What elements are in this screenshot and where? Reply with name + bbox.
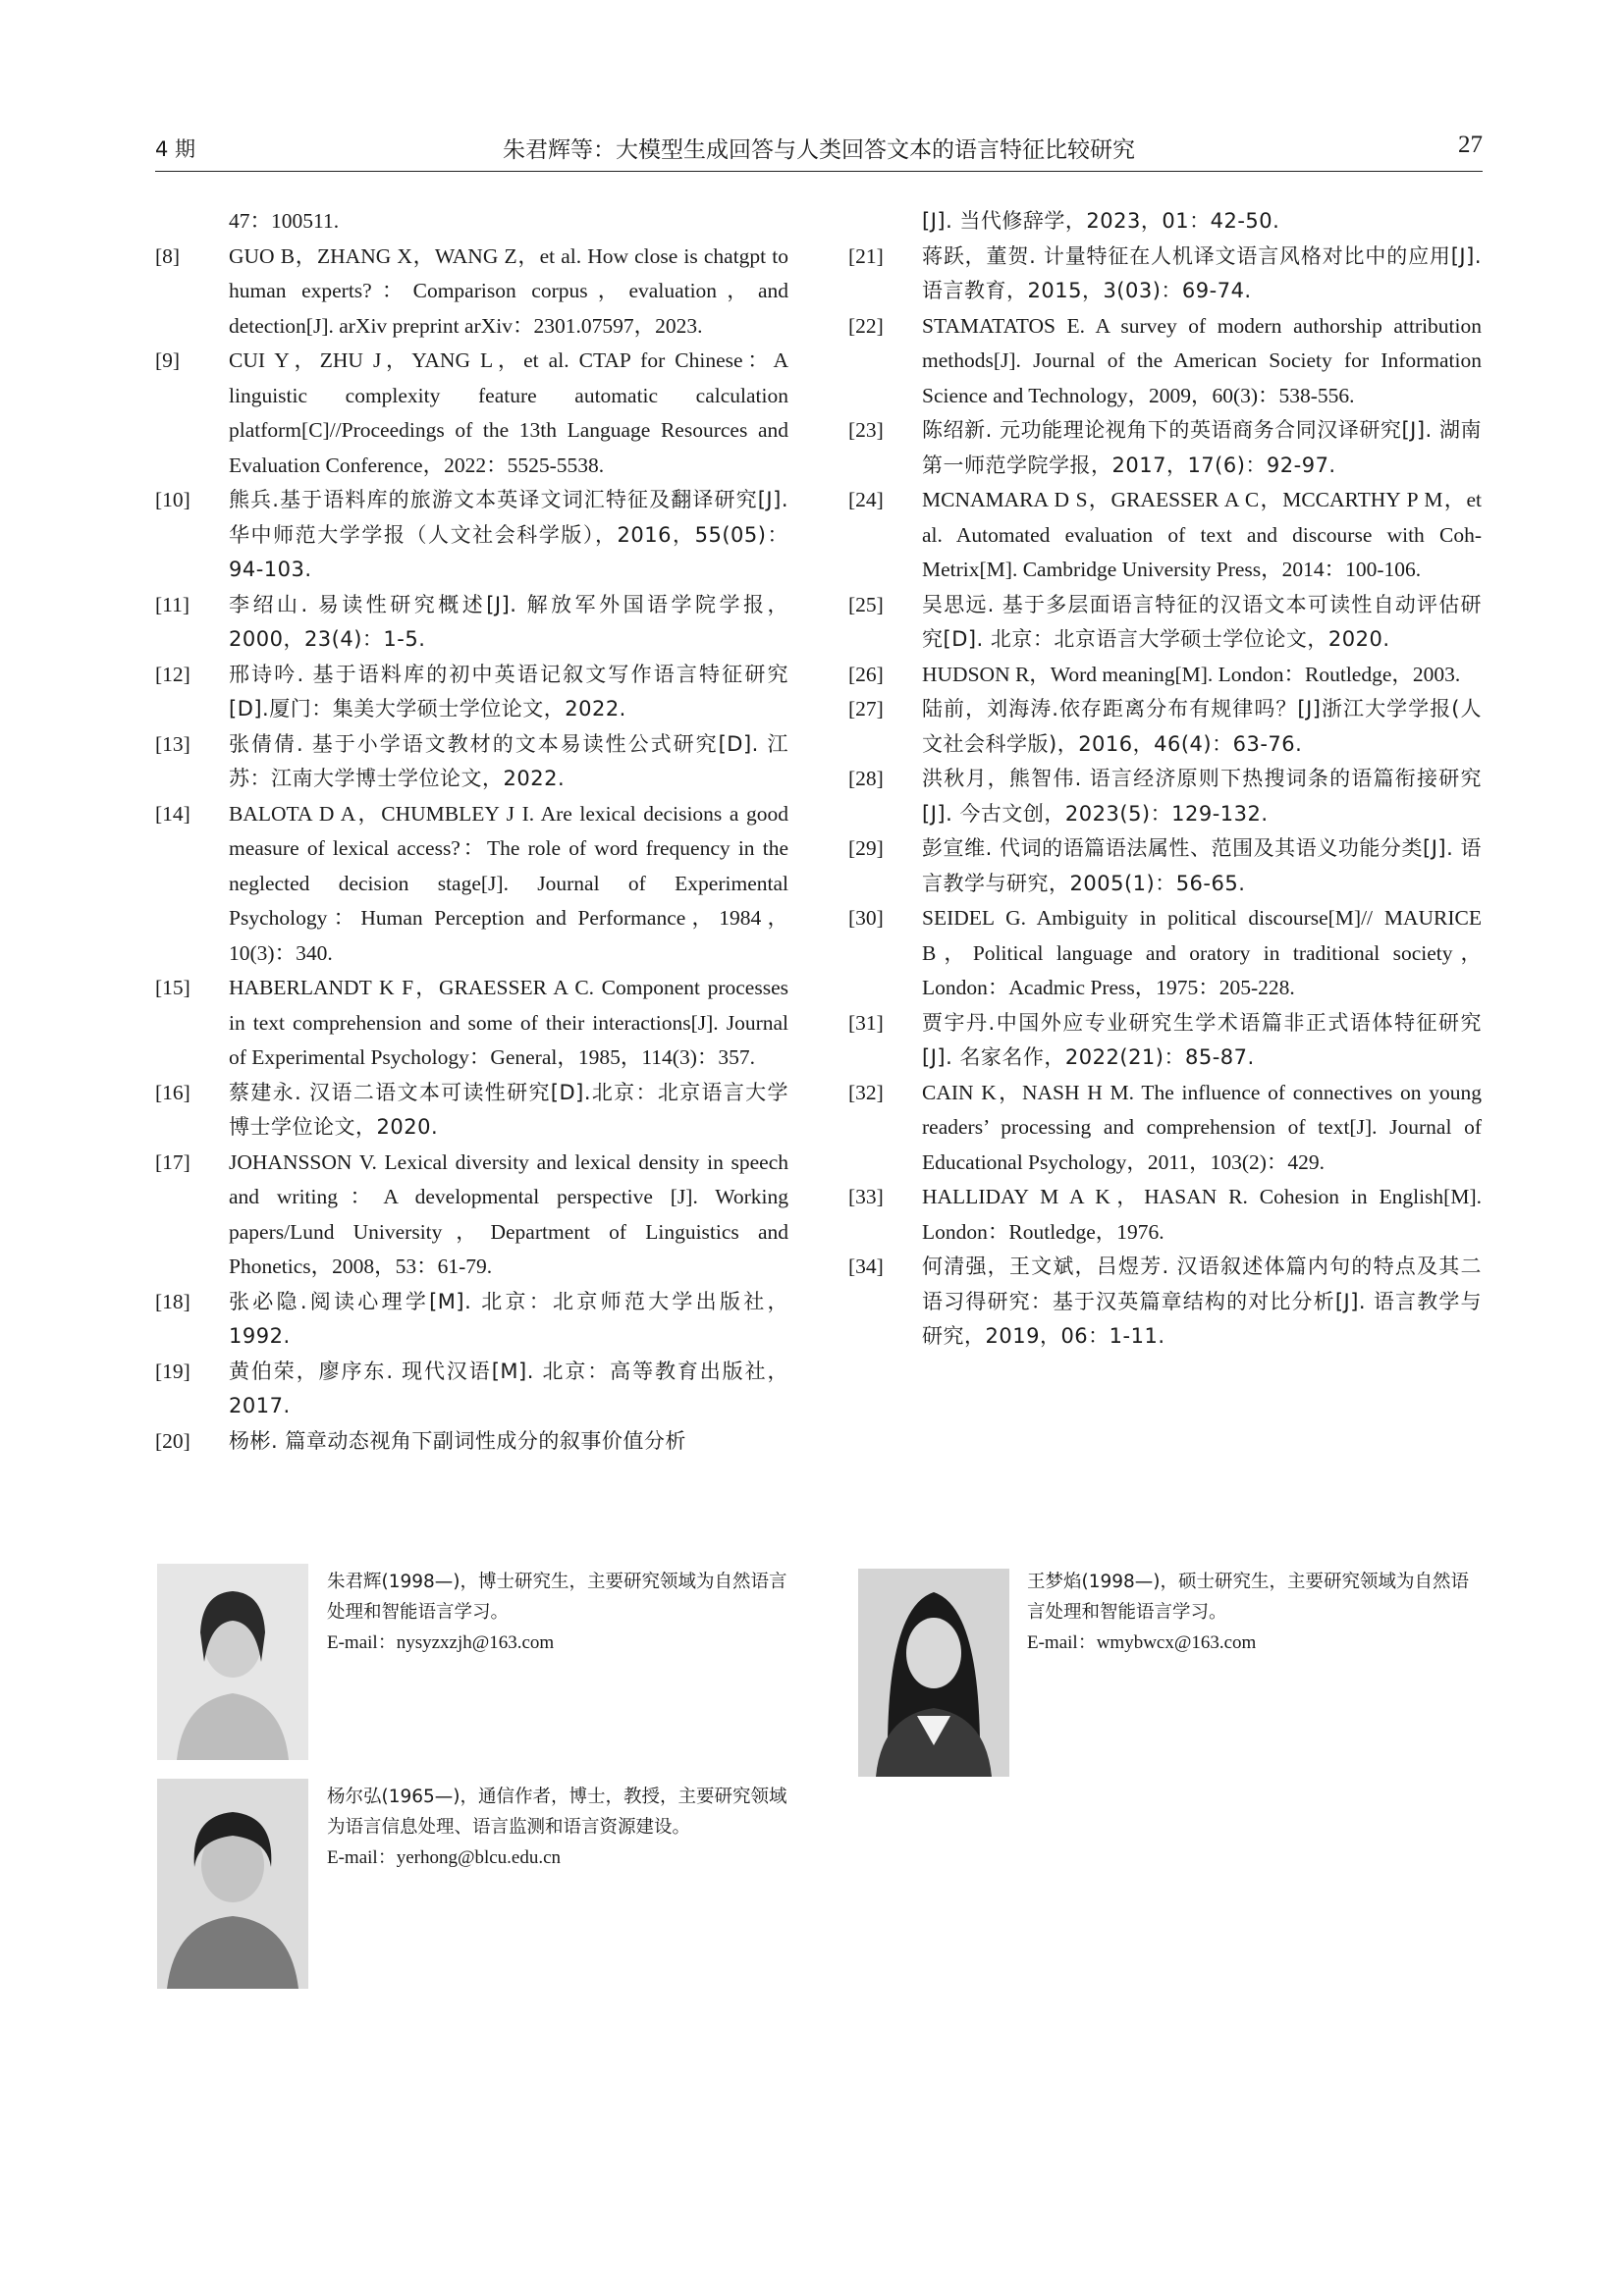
- reference-number: [10]: [155, 488, 190, 511]
- bio-description: 朱君辉(1998—)，博士研究生，主要研究领域为自然语言处理和智能语言学习。: [327, 1572, 787, 1623]
- reference-text: MCNAMARA D S，GRAESSER A C，MCCARTHY P M，et al. Automated evaluation of text and discourse with Coh-Metrix[M]. Cambridge University Press，2014：100-106.: [922, 488, 1482, 581]
- author-bio-text-zhu: [327, 1567, 788, 1658]
- references-right-column: [848, 204, 1482, 1355]
- reference-item: [848, 901, 1482, 1006]
- reference-item: [848, 762, 1482, 831]
- reference-number: [28]: [848, 767, 884, 790]
- reference-number: [32]: [848, 1080, 884, 1104]
- author-bio-text-yang: [327, 1782, 788, 1873]
- reference-item: [848, 1006, 1482, 1076]
- reference-item: [155, 240, 788, 345]
- reference-number: [29]: [848, 836, 884, 860]
- reference-item: [155, 483, 788, 588]
- reference-item: [848, 483, 1482, 588]
- reference-text: JOHANSSON V. Lexical diversity and lexical density in speech and writing：A developmental perspective [J]. Working papers/Lund University，Department of Linguistics and Phonetics，2008，53：61-79.: [229, 1149, 788, 1278]
- reference-text: 黄伯荣，廖序东. 现代汉语[M]. 北京：高等教育出版社，2017.: [229, 1359, 788, 1417]
- issue-number: 4 期: [155, 137, 196, 161]
- reference-number: [27]: [848, 697, 884, 721]
- reference-number: [34]: [848, 1255, 884, 1278]
- reference-item: [848, 309, 1482, 414]
- reference-text: 陈绍新. 元功能理论视角下的英语商务合同汉译研究[J]. 湖南第一师范学院学报，2017，17(6)：92-97.: [922, 418, 1482, 477]
- bio-email: E-mail：yerhong@blcu.edu.cn: [327, 1847, 562, 1868]
- reference-number: [21]: [848, 243, 884, 268]
- reference-text: [J]. 当代修辞学，2023，01：42-50.: [922, 209, 1280, 233]
- reference-number: [18]: [155, 1289, 190, 1313]
- reference-text: 李绍山. 易读性研究概述[J]. 解放军外国语学院学报，2000，23(4)：1-5.: [229, 592, 788, 651]
- reference-item: [848, 1076, 1482, 1181]
- references-left-column: [155, 204, 788, 1459]
- reference-text: 蔡建永. 汉语二语文本可读性研究[D].北京：北京语言大学博士学位论文，2020.: [229, 1080, 788, 1139]
- reference-number: [30]: [848, 906, 884, 930]
- reference-text: HUDSON R，Word meaning[M]. London：Routledge，2003.: [922, 662, 1461, 686]
- reference-text: 张必隐.阅读心理学[M]. 北京：北京师范大学出版社，1992.: [229, 1289, 788, 1348]
- reference-item: [848, 658, 1482, 693]
- reference-text: 洪秋月，熊智伟. 语言经济原则下热搜词条的语篇衔接研究[J]. 今古文创，2023(5)：129-132.: [922, 767, 1482, 826]
- reference-item: [848, 413, 1482, 483]
- reference-item: [155, 1285, 788, 1355]
- author-photo-zhu: [157, 1564, 308, 1760]
- reference-text: 吴思远. 基于多层面语言特征的汉语文本可读性自动评估研究[D]. 北京：北京语言大学硕士学位论文，2020.: [922, 592, 1482, 651]
- reference-item: [848, 692, 1482, 762]
- running-header: [155, 128, 1483, 172]
- bio-email: E-mail：nysyzxzjh@163.com: [327, 1632, 555, 1653]
- reference-number: [24]: [848, 488, 884, 511]
- reference-item: [155, 588, 788, 658]
- reference-number: [14]: [155, 801, 190, 826]
- reference-number: [22]: [848, 313, 884, 338]
- reference-number: [23]: [848, 418, 884, 442]
- reference-item: [848, 204, 1482, 240]
- reference-number: [19]: [155, 1359, 190, 1383]
- reference-text: BALOTA D A，CHUMBLEY J I. Are lexical decisions a good measure of lexical access?：The role of word frequency in the neglected decision stage[J]. Journal of Experimental Psychology：Human Perception and Performance，1984，10(3)：340.: [229, 801, 788, 965]
- reference-number: [33]: [848, 1185, 884, 1208]
- reference-number: [11]: [155, 592, 190, 616]
- reference-item: [848, 1180, 1482, 1250]
- reference-text: CAIN K，NASH H M. The influence of connectives on young readers’ processing and comprehension of text[J]. Journal of Educational Psychology，2011，103(2)：429.: [922, 1080, 1482, 1174]
- reference-number: [31]: [848, 1010, 884, 1035]
- reference-number: [25]: [848, 592, 884, 616]
- page-number: 27: [1458, 132, 1483, 158]
- reference-item: [848, 588, 1482, 658]
- reference-item: [848, 240, 1482, 309]
- reference-text: 张倩倩. 基于小学语文教材的文本易读性公式研究[D]. 江苏：江南大学博士学位论文，2022.: [229, 731, 788, 790]
- reference-item: [155, 1355, 788, 1424]
- reference-number: [8]: [155, 243, 181, 268]
- reference-number: [16]: [155, 1080, 190, 1104]
- author-photo-yang: [157, 1779, 308, 1989]
- reference-text: GUO B，ZHANG X，WANG Z，et al. How close is chatgpt to human experts?：Comparison corpus，evaluation，and detection[J]. arXiv preprint arXiv：2301.07597，2023.: [229, 243, 788, 338]
- reference-number: [20]: [155, 1428, 190, 1453]
- reference-item: [155, 1076, 788, 1146]
- reference-item: [155, 971, 788, 1076]
- reference-item: [155, 1146, 788, 1285]
- reference-text: HALLIDAY M A K，HASAN R. Cohesion in English[M]. London：Routledge，1976.: [922, 1185, 1482, 1244]
- reference-number: [15]: [155, 976, 190, 999]
- running-title: 朱君辉等：大模型生成回答与人类回答文本的语言特征比较研究: [503, 137, 1135, 163]
- author-bio-text-wang: [1027, 1567, 1483, 1658]
- reference-text: CUI Y，ZHU J，YANG L，et al. CTAP for Chinese：A linguistic complexity feature automatic calculation platform[C]//Proceedings of the 13th Language Resources and Evaluation Conference，2022：5525-5538.: [229, 348, 788, 477]
- reference-text: 何清强，王文斌，吕煜芳. 汉语叙述体篇内句的特点及其二语习得研究：基于汉英篇章结构的对比分析[J]. 语言教学与研究，2019，06：1-11.: [922, 1255, 1482, 1348]
- reference-text: HABERLANDT K F，GRAESSER A C. Component processes in text comprehension and some of their interactions[J]. Journal of Experimental Psychology：General，1985，114(3)：357.: [229, 976, 788, 1069]
- reference-number: [12]: [155, 662, 190, 686]
- portrait-icon: [858, 1569, 1009, 1777]
- reference-item: [155, 797, 788, 972]
- reference-text: 贾宇丹.中国外应专业研究生学术语篇非正式语体特征研究[J]. 名家名作，2022(21)：85-87.: [922, 1010, 1482, 1069]
- bio-email: E-mail：wmybwcx@163.com: [1027, 1632, 1257, 1653]
- reference-item: [155, 658, 788, 727]
- reference-text: 熊兵.基于语料库的旅游文本英译文词汇特征及翻译研究[J]. 华中师范大学学报（人文社会科学版），2016，55(05)：94-103.: [229, 488, 788, 581]
- reference-text: SEIDEL G. Ambiguity in political discourse[M]// MAURICE B，Political language and oratory in traditional society，London：Acadmic Press，1975：205-228.: [922, 906, 1482, 999]
- reference-item: [155, 204, 788, 240]
- reference-item: [155, 727, 788, 797]
- reference-text: 陆前，刘海涛.依存距离分布有规律吗？[J]浙江大学学报(人文社会科学版)，2016，46(4)：63-76.: [922, 697, 1482, 756]
- reference-number: [26]: [848, 662, 884, 686]
- bio-description: 杨尔弘(1965—)，通信作者，博士，教授，主要研究领域为语言信息处理、语言监测和语言资源建设。: [327, 1787, 787, 1838]
- reference-item: [155, 1424, 788, 1460]
- bio-description: 王梦焰(1998—)，硕士研究生，主要研究领域为自然语言处理和智能语言学习。: [1027, 1572, 1470, 1623]
- reference-item: [155, 344, 788, 483]
- reference-number: [13]: [155, 731, 190, 756]
- reference-item: [848, 1250, 1482, 1355]
- reference-text: STAMATATOS E. A survey of modern authorship attribution methods[J]. Journal of the American Society for Information Science and Technology，2009，60(3)：538-556.: [922, 313, 1482, 407]
- reference-text: 彭宣维. 代词的语篇语法属性、范围及其语义功能分类[J]. 语言教学与研究，2005(1)：56-65.: [922, 836, 1482, 895]
- author-photo-wang: [858, 1569, 1009, 1777]
- reference-text: 蒋跃，董贺. 计量特征在人机译文语言风格对比中的应用[J]. 语言教育，2015，3(03)：69-74.: [922, 243, 1482, 302]
- reference-number: [9]: [155, 348, 181, 372]
- portrait-icon: [157, 1779, 308, 1989]
- reference-text: 邢诗吟. 基于语料库的初中英语记叙文写作语言特征研究[D].厦门：集美大学硕士学位论文，2022.: [229, 662, 788, 721]
- reference-item: [848, 831, 1482, 901]
- reference-text: 47：100511.: [229, 209, 340, 233]
- reference-number: [17]: [155, 1149, 190, 1174]
- portrait-icon: [157, 1564, 308, 1760]
- reference-text: 杨彬. 篇章动态视角下副词性成分的叙事价值分析: [229, 1428, 686, 1453]
